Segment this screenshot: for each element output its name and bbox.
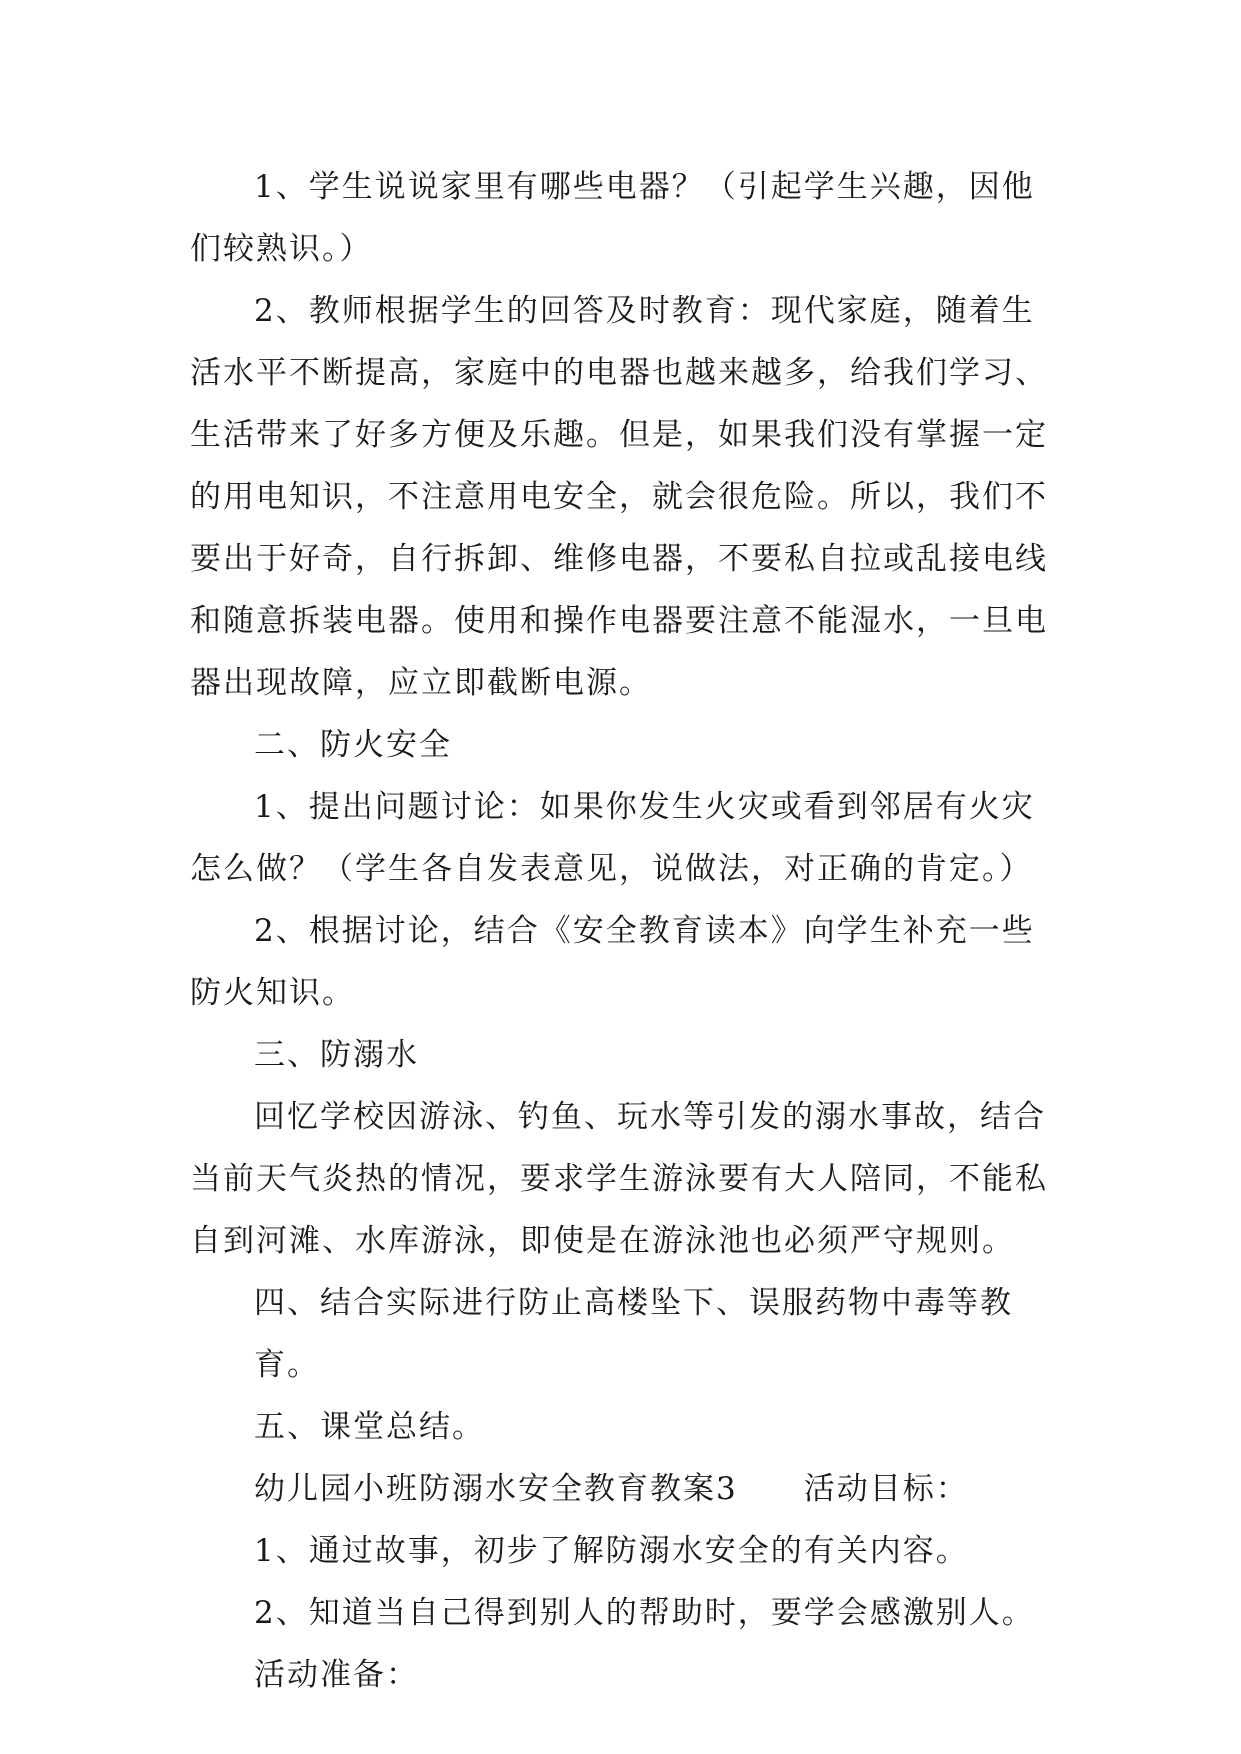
section-heading-fire-safety: [190, 714, 1052, 776]
text-line: 怎么做？（学生各自发表意见，说做法，对正确的肯定。）: [190, 851, 1033, 887]
text-line: 三、防溺水: [254, 1037, 419, 1073]
text-line: 2、知道当自己得到别人的帮助时，要学会感激别人。: [254, 1595, 1035, 1631]
section-heading-summary: [190, 1396, 1052, 1458]
section-heading-other-education: [190, 1272, 1052, 1396]
text-line: 二、防火安全: [254, 727, 452, 763]
text-line: 和随意拆装电器。使用和操作电器要注意不能湿水，一旦电: [190, 603, 1048, 639]
paragraph-fire-knowledge: [190, 900, 1052, 1024]
section-heading-drowning: [190, 1024, 1052, 1086]
text-line: 活水平不断提高，家庭中的电器也越来越多，给我们学习、: [190, 355, 1048, 391]
text-line: 自到河滩、水库游泳，即使是在游泳池也必须严守规则。: [190, 1223, 1015, 1259]
text-line: 防火知识。: [190, 975, 355, 1011]
text-line: 生活带来了好多方便及乐趣。但是，如果我们没有掌握一定: [190, 417, 1048, 453]
lesson-plan-title: [190, 1458, 1052, 1520]
text-line: 1、学生说说家里有哪些电器？（引起学生兴趣，因他: [254, 169, 1035, 205]
text-line: 1、提出问题讨论：如果你发生火灾或看到邻居有火灾: [254, 789, 1035, 825]
text-line: 们较熟识。）: [190, 231, 373, 267]
paragraph-electrical-safety: [190, 280, 1052, 714]
text-line: 的用电知识，不注意用电安全，就会很危险。所以，我们不: [190, 479, 1048, 515]
section-heading-preparation: [190, 1644, 1052, 1706]
text-line: 五、课堂总结。: [254, 1409, 485, 1445]
document-page: [190, 156, 1052, 1706]
text-line: 要出于好奇，自行拆卸、维修电器，不要私自拉或乱接电线: [190, 541, 1048, 577]
text-line: 四、结合实际进行防止高楼坠下、误服药物中毒等教育。: [254, 1285, 1013, 1383]
text-line: 幼儿园小班防溺水安全教育教案3 活动目标：: [254, 1471, 969, 1507]
paragraph-appliances-question: [190, 156, 1052, 280]
text-line: 回忆学校因游泳、钓鱼、玩水等引发的溺水事故，结合: [254, 1099, 1046, 1135]
paragraph-fire-discussion: [190, 776, 1052, 900]
text-line: 1、通过故事，初步了解防溺水安全的有关内容。: [254, 1533, 969, 1569]
paragraph-drowning-review: [190, 1086, 1052, 1272]
text-line: 2、根据讨论，结合《安全教育读本》向学生补充一些: [254, 913, 1035, 949]
text-line: 活动准备：: [254, 1657, 419, 1693]
objective-item-2: [190, 1582, 1052, 1644]
text-line: 器出现故障，应立即截断电源。: [190, 665, 652, 701]
text-line: 2、教师根据学生的回答及时教育：现代家庭，随着生: [254, 293, 1035, 329]
objective-item-1: [190, 1520, 1052, 1582]
text-line: 当前天气炎热的情况，要求学生游泳要有大人陪同，不能私: [190, 1161, 1048, 1197]
